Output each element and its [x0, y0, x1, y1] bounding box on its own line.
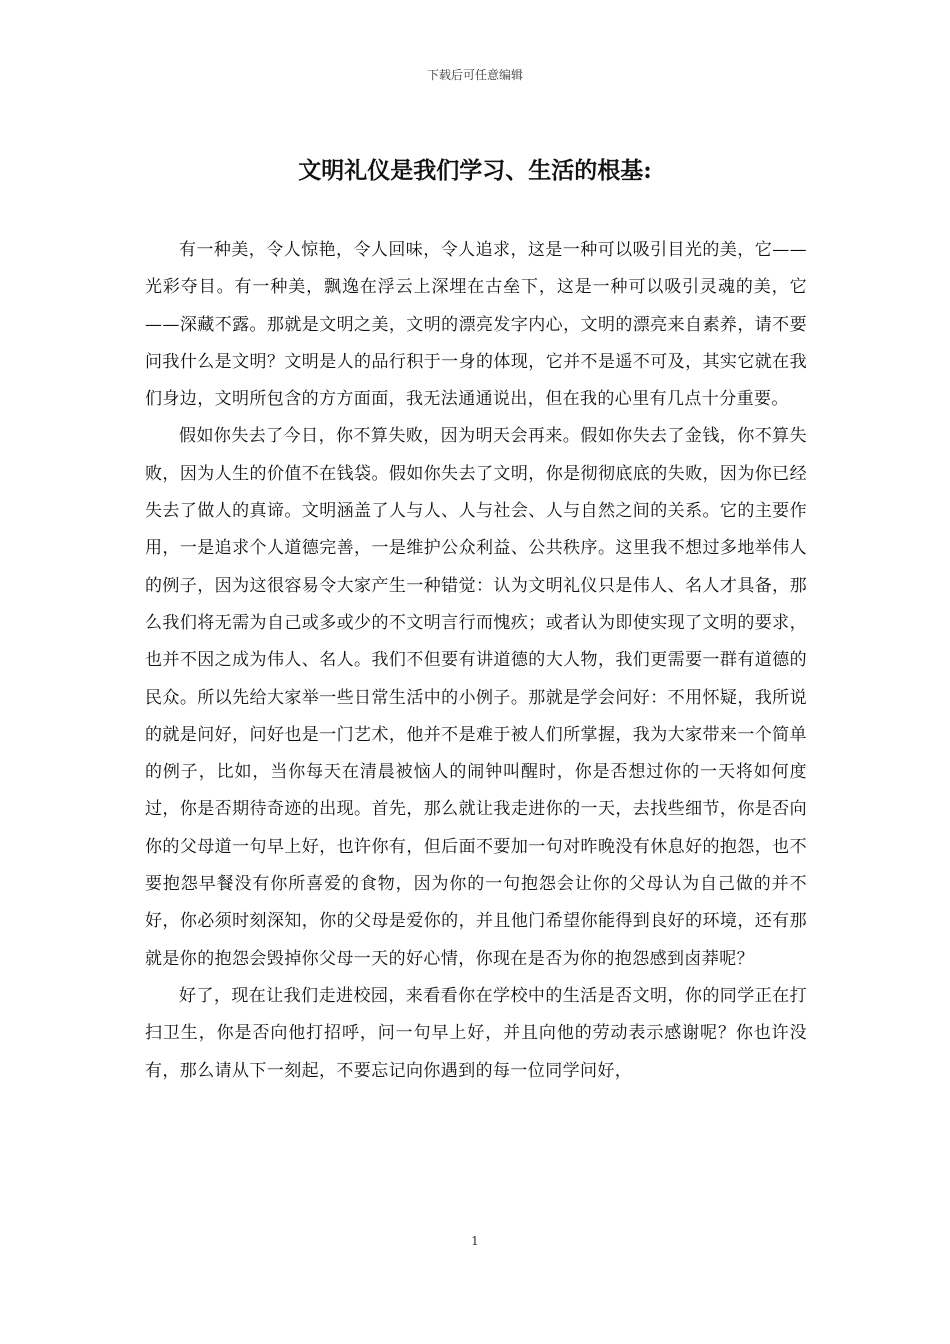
document-title: 文明礼仪是我们学习、生活的根基: [298, 157, 652, 184]
paragraph-1: 有一种美，令人惊艳，令人回味，令人追求，这是一种可以吸引目光的美，它——光彩夺目。有一种美，飘逸在浮云上深埋在古垒下，这是一种可以吸引灵魂的美，它——深藏不露。那就是文明之美，文明的漂亮发字内心，文明的漂亮来自素养，请不要问我什么是文明？文明是人的品行积于一身的体现，它并不是遥不可及，其实它就在我们身边，文明所包含的方方面面，我无法通通说出，但在我的心里有几点十分重要。 [145, 240, 807, 410]
paragraph-3: 好了，现在让我们走进校园，来看看你在学校中的生活是否文明，你的同学正在打扫卫生，你是否向他打招呼，问一句早上好，并且向他的劳动表示感谢呢？你也许没有，那么请从下一刻起，不要忘记向你遇到的每一位同学问好， [145, 985, 807, 1081]
document-body [145, 232, 807, 1090]
page-header: 下载后可任意编辑 [426, 68, 523, 82]
paragraph-2: 假如你失去了今日，你不算失败，因为明天会再来。假如你失去了金钱，你不算失败，因为人生的价值不在钱袋。假如你失去了文明，你是彻彻底底的失败，因为你已经失去了做人的真谛。文明涵盖了人与人、人与社会、人与自然之间的关系。它的主要作用，一是追求个人道德完善，一是维护公众利益、公共秩序。这里我不想过多地举伟人的例子，因为这很容易令大家产生一种错觉：认为文明礼仪只是伟人、名人才具备，那么我们将无需为自己或多或少的不文明言行而愧疚；或者认为即使实现了文明的要求，也并不因之成为伟人、名人。我们不但要有讲道德的大人物，我们更需要一群有道德的民众。所以先给大家举一些日常生活中的小例子。那就是学会问好：不用怀疑，我所说的就是问好，问好也是一门艺术，他并不是难于被人们所掌握，我为大家带来一个简单的例子，比如，当你每天在清晨被恼人的闹钟叫醒时，你是否想过你的一天将如何度过，你是否期待奇迹的出现。首先，那么就让我走进你的一天，去找些细节，你是否向你的父母道一句早上好，也许你有，但后面不要加一句对昨晚没有休息好的抱怨，也不要抱怨早餐没有你所喜爱的食物，因为你的一句抱怨会让你的父母认为自己做的并不好，你必须时刻深知，你的父母是爱你的，并且他门希望你能得到良好的环境，还有那就是你的抱怨会毁掉你父母一天的好心情，你现在是否为你的抱怨感到卤莽呢？ [145, 426, 807, 969]
page-number: 1 [471, 1234, 479, 1248]
